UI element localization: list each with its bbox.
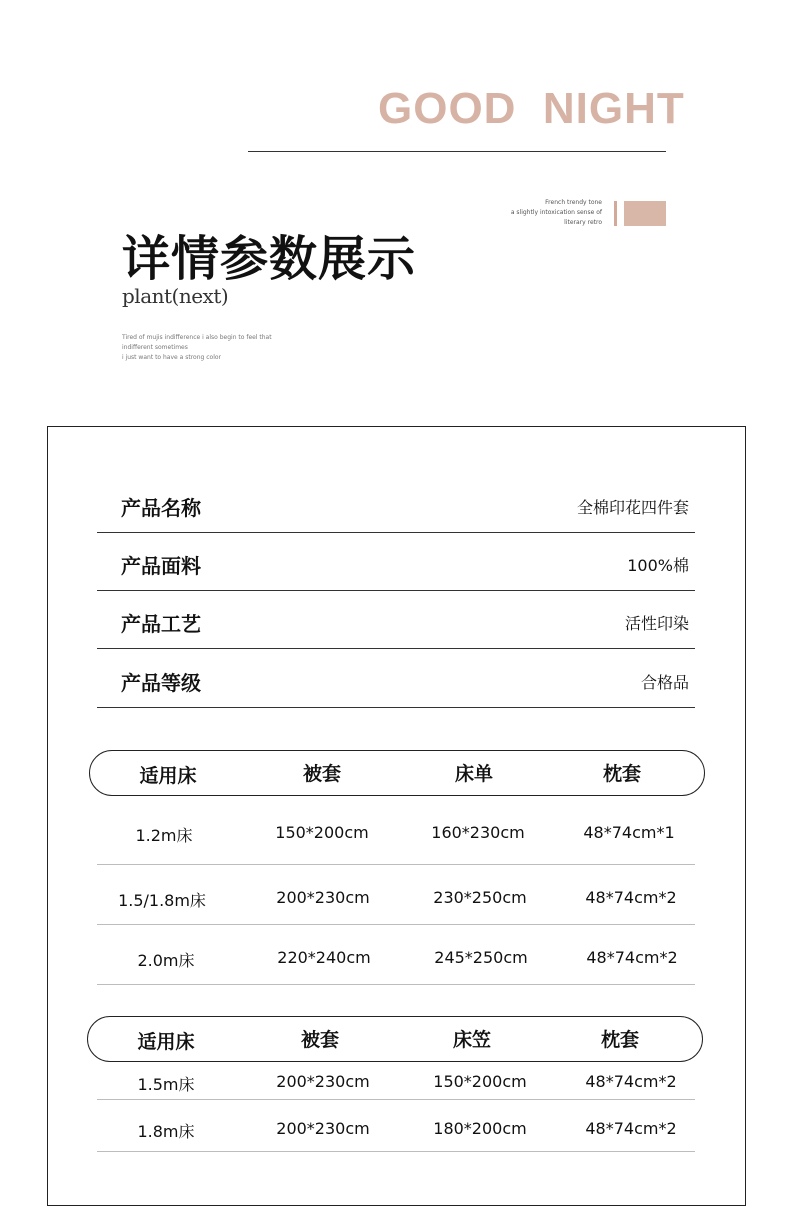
row-divider <box>97 1099 695 1100</box>
param-value: 合格品 <box>640 673 689 692</box>
table1-cell: 48*74cm*2 <box>586 948 678 967</box>
table2-header-cell: 枕套 <box>600 1029 640 1051</box>
accent-bar <box>614 201 617 226</box>
page-title: 详情参数展示 <box>122 231 417 287</box>
table2-header-cell: 床笠 <box>452 1029 492 1051</box>
tagline-line: literary retro <box>564 219 602 226</box>
param-label: 产品名称 <box>121 496 201 520</box>
param-label: 产品等级 <box>121 671 201 695</box>
table2-cell: 200*230cm <box>276 1072 370 1091</box>
brand-description <box>122 333 362 363</box>
table2-header-cell: 被套 <box>300 1029 340 1051</box>
row-divider <box>97 1151 695 1152</box>
table1-cell: 48*74cm*2 <box>585 888 677 907</box>
table1-cell: 230*250cm <box>433 888 527 907</box>
table2-cell: 150*200cm <box>433 1072 527 1091</box>
table1-header-cell: 适用床 <box>139 765 197 787</box>
table1-cell: 220*240cm <box>277 948 371 967</box>
row-divider <box>97 984 695 985</box>
table2-header-cell: 适用床 <box>137 1031 195 1053</box>
accent-block <box>624 201 666 226</box>
table1-header-cell: 被套 <box>302 763 342 785</box>
param-row-grade <box>97 649 695 708</box>
param-label: 产品面料 <box>121 554 201 578</box>
tagline-line: a slightly intoxication sense of <box>510 209 602 216</box>
table1-cell: 1.5/1.8m床 <box>118 891 206 910</box>
table1-header-cell: 枕套 <box>602 763 642 785</box>
table1-cell: 245*250cm <box>434 948 528 967</box>
header-divider <box>248 151 666 152</box>
tagline-line: French trendy tone <box>545 199 602 206</box>
param-row-fabric <box>97 532 695 591</box>
param-row-name <box>97 474 695 533</box>
brand-desc-line: Tired of mujis indifference i also begin to feel that <box>122 334 272 341</box>
table2-cell: 1.5m床 <box>137 1075 195 1094</box>
good-night-heading: GOOD NIGHT <box>378 84 685 133</box>
param-value: 活性印染 <box>624 614 689 633</box>
table1-cell: 160*230cm <box>431 823 525 842</box>
param-row-craft <box>97 590 695 649</box>
table1-cell: 48*74cm*1 <box>583 823 675 842</box>
table1-cell: 1.2m床 <box>135 826 193 845</box>
brand-desc-line: indifferent sometimes <box>122 344 188 351</box>
table1-header-cell: 床单 <box>454 763 494 785</box>
table2-cell: 1.8m床 <box>137 1122 195 1141</box>
table2-cell: 180*200cm <box>433 1119 527 1138</box>
brand-desc-line: i just want to have a strong color <box>122 354 221 361</box>
table1-cell: 2.0m床 <box>137 951 195 970</box>
table2-cell: 200*230cm <box>276 1119 370 1138</box>
table1-cell: 200*230cm <box>276 888 370 907</box>
brand-name: plant(next) <box>122 284 229 308</box>
row-divider <box>97 864 695 865</box>
param-value: 100%棉 <box>627 556 689 575</box>
table2-cell: 48*74cm*2 <box>585 1072 677 1091</box>
table2-cell: 48*74cm*2 <box>585 1119 677 1138</box>
param-value: 全棉印花四件套 <box>576 498 689 517</box>
row-divider <box>97 924 695 925</box>
table1-cell: 150*200cm <box>275 823 369 842</box>
tagline <box>402 198 602 228</box>
param-label: 产品工艺 <box>121 612 201 636</box>
